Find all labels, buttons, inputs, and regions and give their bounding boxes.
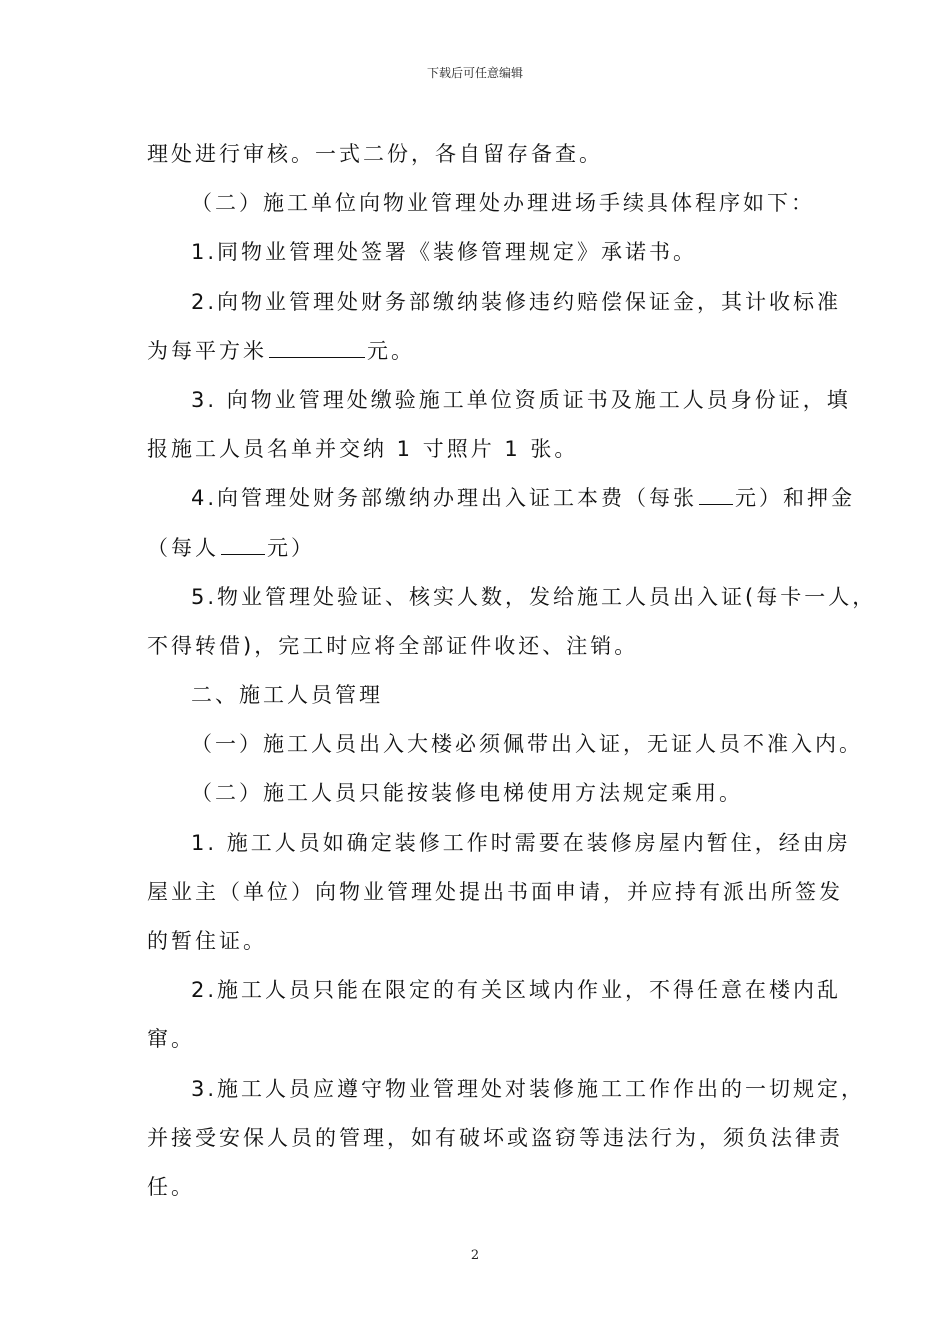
text-line: 2.向物业管理处财务部缴纳装修违约赔偿保证金，其计收标准 bbox=[191, 289, 842, 314]
text-line: 并接受安保人员的管理，如有破坏或盗窃等违法行为，须负法律责 bbox=[147, 1125, 843, 1150]
document-body bbox=[147, 130, 877, 1212]
text-line: 不得转借)，完工时应将全部证件收还、注销。 bbox=[147, 633, 639, 658]
text-line: 1.同物业管理处签署《装修管理规定》承诺书。 bbox=[191, 240, 698, 265]
text-line: （一）施工人员出入大楼必须佩带出入证，无证人员不准入内。 bbox=[191, 732, 863, 757]
page-header: 下载后可任意编辑 bbox=[426, 66, 523, 80]
fill-in-blank[interactable] bbox=[269, 335, 365, 358]
text-line: 3.施工人员应遵守物业管理处对装修施工工作作出的一切规定， bbox=[191, 1076, 866, 1101]
text-fragment: 元。 bbox=[367, 338, 415, 363]
text-line: （二）施工人员只能按装修电梯使用方法规定乘用。 bbox=[191, 781, 743, 806]
text-line: 5.物业管理处验证、核实人数，发给施工人员出入证(每卡一人， bbox=[191, 584, 877, 609]
text-line: 屋业主（单位）向物业管理处提出书面申请，并应持有派出所签发 bbox=[147, 879, 843, 904]
text-fragment: 4.向管理处财务部缴纳办理出入证工本费（每张 bbox=[191, 486, 698, 511]
fill-in-blank[interactable] bbox=[221, 532, 265, 555]
text-line: 任。 bbox=[147, 1174, 195, 1199]
text-line: 2.施工人员只能在限定的有关区域内作业，不得任意在楼内乱 bbox=[191, 978, 842, 1003]
text-line: 的暂住证。 bbox=[147, 929, 267, 953]
text-line bbox=[147, 327, 807, 376]
text-line bbox=[147, 524, 807, 573]
text-line: 报施工人员名单并交纳 1 寸照片 1 张。 bbox=[147, 437, 579, 462]
text-line: 理处进行审核。一式二份，各自留存备查。 bbox=[147, 142, 603, 166]
text-line: 1. 施工人员如确定装修工作时需要在装修房屋内暂住，经由房 bbox=[191, 830, 851, 855]
text-fragment: 元）和押金 bbox=[735, 486, 856, 511]
text-line: 窜。 bbox=[147, 1027, 195, 1052]
text-fragment: （每人 bbox=[147, 535, 219, 560]
fill-in-blank[interactable] bbox=[699, 482, 733, 505]
text-fragment: 为每平方米 bbox=[147, 338, 267, 363]
section-heading: 二、施工人员管理 bbox=[191, 683, 383, 708]
page-number: 2 bbox=[470, 1248, 480, 1263]
text-line: 3. 向物业管理处缴验施工单位资质证书及施工人员身份证，填 bbox=[191, 387, 851, 412]
text-fragment: 元） bbox=[267, 535, 315, 560]
text-line bbox=[147, 474, 856, 523]
section-heading: （二）施工单位向物业管理处办理进场手续具体程序如下： bbox=[191, 191, 815, 216]
